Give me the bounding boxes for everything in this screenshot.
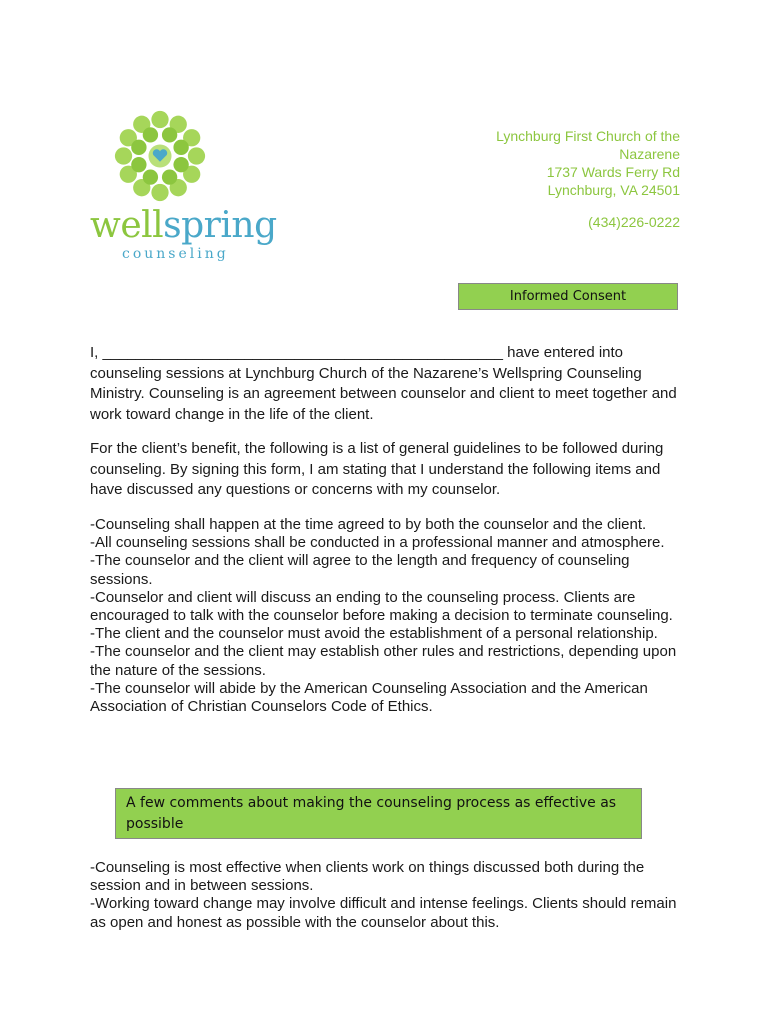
list-item: -Counselor and client will discuss an ending to the counseling process. Clients are encouraged to talk with the counselor before making a decision to terminate counseling. [90,588,673,625]
list-item: -The counselor and the client may establish other rules and restrictions, depending upon the nature of the sessions. [90,643,677,679]
comments-list [90,859,690,932]
phone-number: (434)226-0222 [588,214,680,230]
flower-logo-icon [112,108,208,204]
church-address [420,127,680,231]
list-item: -The counselor will abide by the American Counseling Association and the American Association of Christian Counselors Code of Ethics. [90,679,648,716]
wellspring-logo [88,108,277,268]
list-item: -The client and the counselor must avoid the establishment of a personal relationship. [90,625,658,643]
list-item: -Counseling shall happen at the time agreed to by both the counselor and the client. [90,516,647,533]
guidelines-intro-paragraph: For the client’s benefit, the following is a list of general guidelines to be followed during counseling. By signing this form, I am stating that I understand the following items and have discussed any questions or concerns with my counselor. [90,440,664,499]
list-item: -Working toward change may involve difficult and intense feelings. Clients should remain as open and honest as possible with the counselor about this. [90,895,677,931]
address-line-1: Lynchburg First Church of the [496,128,680,144]
list-item: -The counselor and the client will agree to the length and frequency of counseling sessions. [90,552,630,588]
address-line-2: Nazarene [619,146,680,162]
address-line-4: Lynchburg, VA 24501 [547,182,680,198]
list-item: -Counseling is most effective when clients work on things discussed both during the session and in between sessions. [90,859,645,895]
logo-wordmark: wellspring [90,205,277,246]
logo-subtitle: counseling [122,246,229,262]
list-item: -All counseling sessions shall be conducted in a professional manner and atmosphere. [90,534,665,552]
effectiveness-callout: A few comments about making the counseling process as effective as possible [115,788,642,839]
informed-consent-banner: Informed Consent [458,283,678,310]
intro-paragraph: I, ________________________________________________ have entered into counseling sessions at Lynchburg Church of the Nazarene’s Wellspring Counseling Ministry. Counseling is an agreement between counselor and client to meet together and work toward change in the life of the client. [90,344,677,424]
address-line-3: 1737 Wards Ferry Rd [546,164,680,180]
guidelines-list [90,516,690,716]
